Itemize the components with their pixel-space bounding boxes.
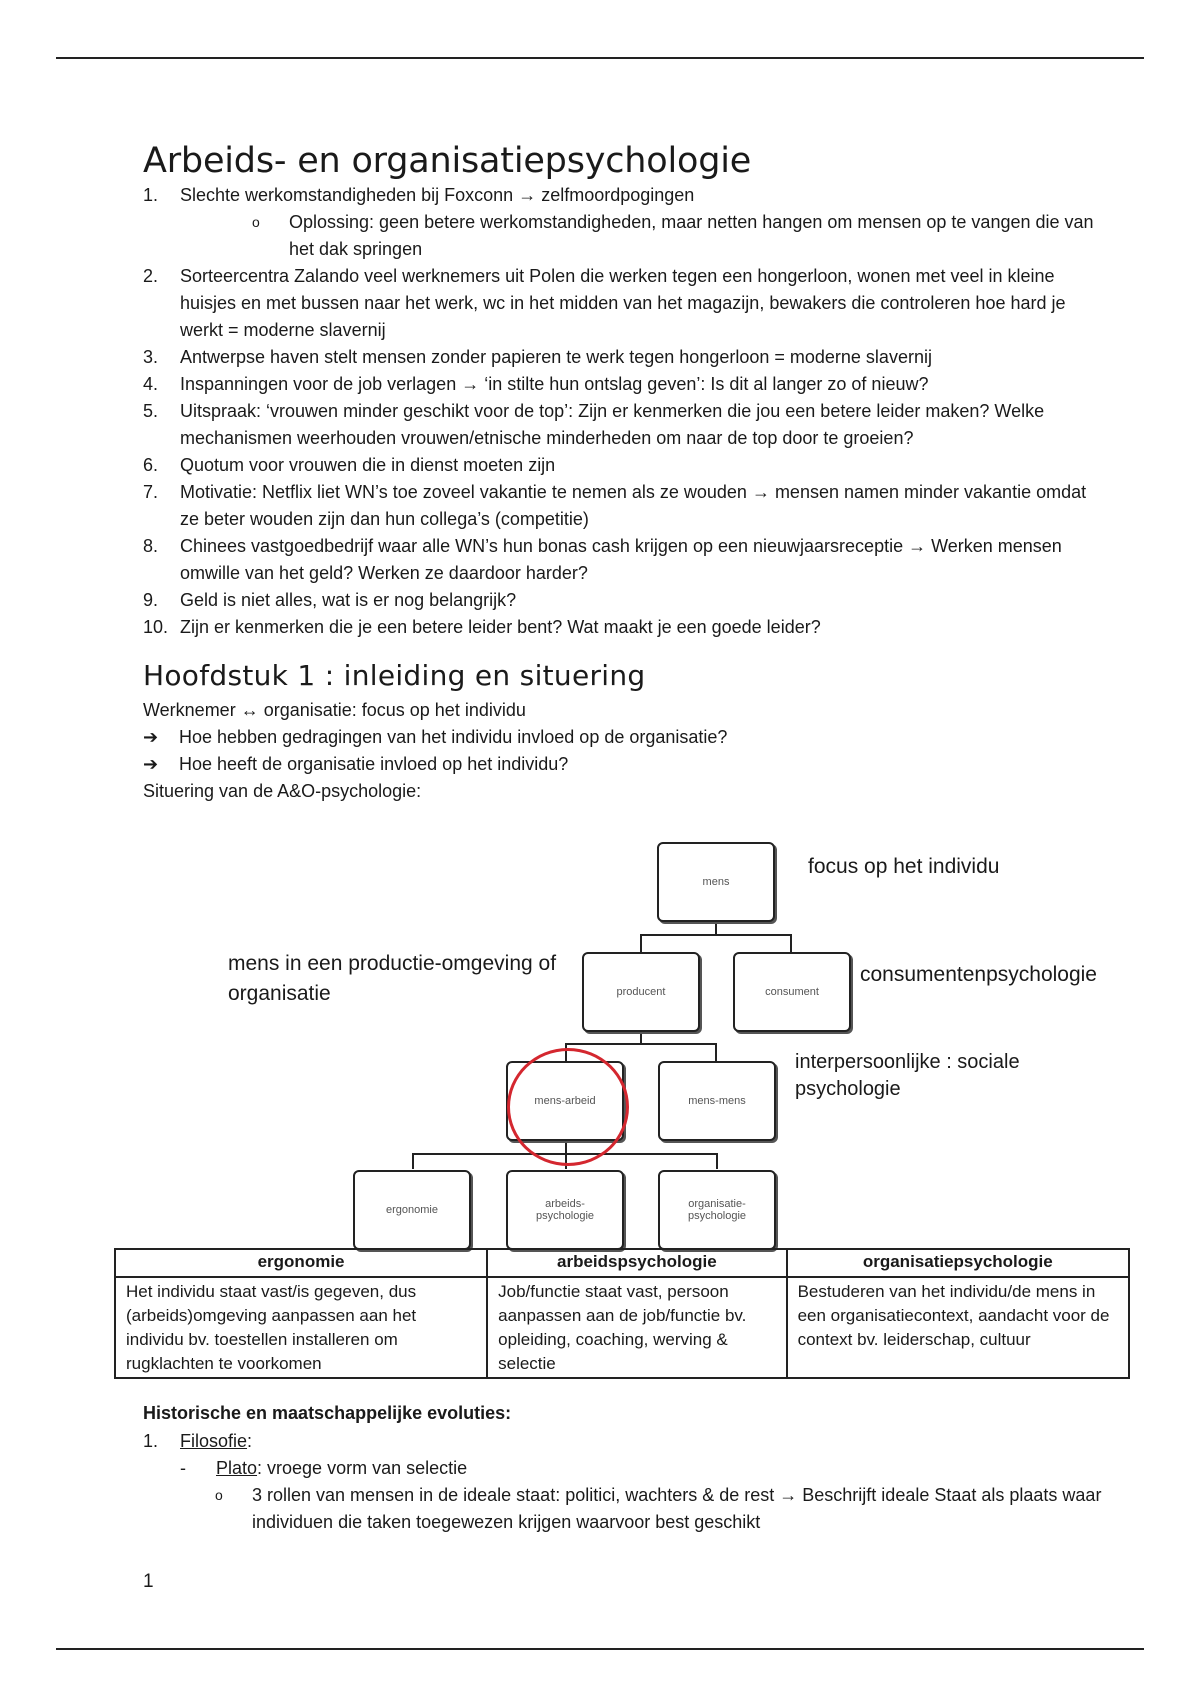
bottom-rule <box>56 1648 1144 1650</box>
circle-bullet-icon: o <box>215 1487 223 1503</box>
list-item: 7. Motivatie: Netflix liet WN’s toe zoveel vakantie te nemen als ze wouden → mensen namen minder vakantie omdat ze beter wouden zijn dan hun collega’s (competitie) <box>143 482 1087 529</box>
chapter-intro: Werknemer ↔ organisatie: focus op het individu <box>143 700 526 720</box>
arrow-right-icon: ➔ <box>143 754 159 774</box>
circle-bullet-icon: o <box>252 214 260 230</box>
situering-label: Situering van de A&O-psychologie: <box>143 781 422 801</box>
label-consumenten: consumentenpsychologie <box>860 963 1097 986</box>
label-productie: mens in een productie-omgeving of organisatie <box>228 952 557 1005</box>
box-mens: mens <box>657 842 775 922</box>
page-number: 1 <box>143 1571 154 1592</box>
label-interpersoonlijk: interpersoonlijke : sociale psychologie <box>795 1051 1020 1100</box>
arrow-right-icon: ➔ <box>143 727 159 747</box>
list-item: 9. Geld is niet alles, wat is er nog belangrijk? <box>143 590 517 610</box>
table-row <box>115 1277 1129 1378</box>
history-dash-item: - Plato: vroege vorm van selectie <box>180 1458 468 1478</box>
arrow-item: ➔ Hoe heeft de organisatie invloed op het individu? <box>143 751 1103 778</box>
label-focus: focus op het individu <box>808 855 1000 878</box>
top-rule <box>56 57 1144 59</box>
table-header: organisatiepsychologie <box>787 1249 1129 1277</box>
table-cell: Job/functie staat vast, persoon aanpassen aan de job/functie bv. opleiding, coaching, werving & selectie <box>487 1277 786 1378</box>
document-title: Arbeids- en organisatiepsychologie <box>143 141 752 181</box>
box-mens-arbeid: mens-arbeid <box>506 1061 624 1141</box>
sub-list-item: o Oplossing: geen betere werkomstandigheden, maar netten hangen om mensen op te vangen die van het dak springen <box>252 209 1103 263</box>
box-organisatiepsychologie: organisatie- psychologie <box>658 1170 776 1250</box>
comparison-table <box>114 1248 1130 1379</box>
table-header: ergonomie <box>115 1249 487 1277</box>
list-item: 3. Antwerpse haven stelt mensen zonder papieren te werk tegen hongerloon = moderne slavernij <box>143 347 932 367</box>
intro-list <box>143 182 1103 641</box>
main-content <box>143 140 1103 805</box>
box-producent: producent <box>582 952 700 1032</box>
table-header: arbeidspsychologie <box>487 1249 786 1277</box>
box-consument: consument <box>733 952 851 1032</box>
list-item: 2. Sorteercentra Zalando veel werknemers uit Polen die werken tegen een hongerloon, wonen met veel in kleine huisjes en met bussen naar het werk, wc in het midden van het magazijn, bewakers die controleren hoe hard je werkt = moderne slavernij <box>143 266 1066 340</box>
list-item: 5. Uitspraak: ‘vrouwen minder geschikt voor de top’: Zijn er kenmerken die jou een betere leider maken? Welke mechanismen weerhouden vrouwen/etnische minderheden om naar de top door te groeien? <box>143 401 1045 448</box>
list-item: 1. Slechte werkomstandigheden bij Foxconn → zelfmoordpogingen o Oplossing: geen betere werkomstandigheden, maar netten hangen om mensen op te vangen die van het dak springen <box>143 182 1103 263</box>
table-header-row <box>115 1249 1129 1277</box>
list-item: 6. Quotum voor vrouwen die in dienst moeten zijn <box>143 455 556 475</box>
box-ergonomie: ergonomie <box>353 1170 471 1250</box>
sub-list <box>180 209 1103 263</box>
history-sub-list <box>143 1482 1103 1536</box>
box-mens-mens: mens-mens <box>658 1061 776 1141</box>
list-item: 10. Zijn er kenmerken die je een betere leider bent? Wat maakt je een goede leider? <box>143 617 821 637</box>
history-section <box>143 1400 1103 1536</box>
list-item: 8. Chinees vastgoedbedrijf waar alle WN’s hun bonas cash krijgen op een nieuwjaarsreceptie → Werken mensen omwille van het geld? Werken ze daardoor harder? <box>143 536 1062 583</box>
arrow-item: ➔ Hoe hebben gedragingen van het individu invloed op de organisatie? <box>143 724 1103 751</box>
table-cell: Bestuderen van het individu/de mens in een organisatiecontext, aandacht voor de context bv. leiderschap, cultuur <box>787 1277 1129 1378</box>
sub-list-item: o 3 rollen van mensen in de ideale staat: politici, wachters & de rest → Beschrijft ideale Staat als plaats waar individuen die taken toegewezen krijgen waarvoor best geschikt <box>215 1482 1103 1536</box>
history-title: Historische en maatschappelijke evoluties: <box>143 1403 512 1423</box>
table-cell: Het individu staat vast/is gegeven, dus (arbeids)omgeving aanpassen aan het individu bv. toestellen installeren om rugklachten te voorkomen <box>115 1277 487 1378</box>
history-item: 1. Filosofie: <box>143 1431 253 1451</box>
list-item: 4. Inspanningen voor de job verlagen → ‘in stilte hun ontslag geven’: Is dit al langer zo of nieuw? <box>143 374 929 394</box>
box-arbeidspsychologie: arbeids- psychologie <box>506 1170 624 1250</box>
chapter-title: Hoofdstuk 1 : inleiding en situering <box>143 659 646 692</box>
